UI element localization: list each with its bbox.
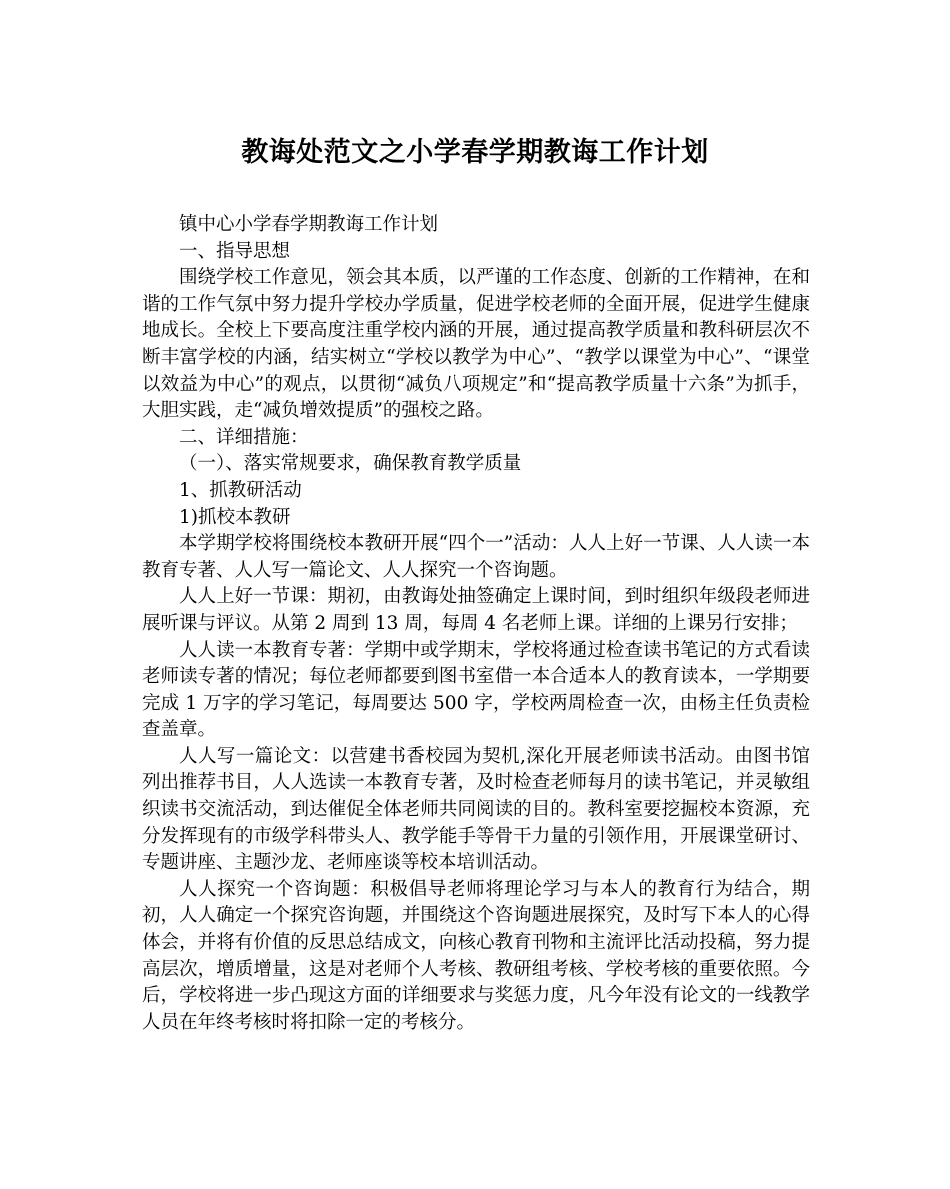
item-heading-research: 1、抓教研活动 (179, 479, 302, 501)
paragraph-one-lesson: 人人上好一节课：期初，由教诲处抽签确定上课时间，到时组织年级段老师进展听课与评议。从第 2 周到 13 周，每周 4 名老师上课。详细的上课另行安排； (142, 586, 810, 634)
subsection-heading-routine: （一）、落实常规要求，确保教育教学质量 (179, 453, 522, 475)
document-body (142, 212, 810, 1036)
section-heading-measures: 二、详细措施： (179, 426, 309, 448)
section-heading-guiding-thought: 一、指导思想 (179, 240, 291, 262)
item-heading-school-research: 1)抓校本教研 (179, 506, 291, 528)
paragraph-one-question: 人人探究一个咨询题：积极倡导老师将理论学习与本人的教育行为结合，期初，人人确定一个探究咨询题，并围绕这个咨询题进展探究，及时写下本人的心得体会，并将有价值的反思总结成文，向核心教育刊物和主流评比活动投稿，努力提高层次，增质增量，这是对老师个人考核、教研组考核、学校考核的重要依照。今后，学校将进一步凸现这方面的详细要求与奖惩力度，凡今年没有论文的一线教学人员在年终考核时将扣除一定的考核分。 (142, 878, 810, 1033)
paragraph-one-paper: 人人写一篇论文：以营建书香校园为契机,深化开展老师读书活动。由图书馆列出推荐书目，人人选读一本教育专著，及时检查老师每月的读书笔记，并灵敏组织读书交流活动，到达催促全体老师共同阅读的目的。教科室要挖掘校本资源，充分发挥现有的市级学科带头人、教学能手等骨干力量的引领作用，开展课堂研讨、专题讲座、主题沙龙、老师座谈等校本培训活动。 (142, 745, 810, 874)
paragraph-guiding-thought: 围绕学校工作意见，领会其本质，以严谨的工作态度、创新的工作精神，在和谐的工作气氛中努力提升学校办学质量，促进学校老师的全面开展，促进学生健康地成长。全校上下要高度注重学校内涵的开展，通过提高教学质量和教科研层次不断丰富学校的内涵，结实树立“学校以教学为中心”、“教学以课堂为中心”、“课堂以效益为中心”的观点，以贯彻“减负八项规定”和“提高教学质量十六条”为抓手，大胆实践，走“减负增效提质”的强校之路。 (142, 267, 810, 422)
subtitle-paragraph: 镇中心小学春学期教诲工作计划 (179, 214, 439, 235)
paragraph-four-ones: 本学期学校将围绕校本教研开展“四个一”活动：人人上好一节课、人人读一本教育专著、人人写一篇论文、人人探究一个咨询题。 (142, 533, 810, 581)
document-title: 教诲处范文之小学春学期教诲工作计划 (241, 137, 709, 168)
paragraph-one-book: 人人读一本教育专著：学期中或学期末，学校将通过检查读书笔记的方式看读老师读专著的情况；每位老师都要到图书室借一本合适本人的教育读本，一学期要完成 1 万字的学习笔记，每周要达 500 字，学校两周检查一次，由杨主任负责检查盖章。 (142, 639, 810, 741)
